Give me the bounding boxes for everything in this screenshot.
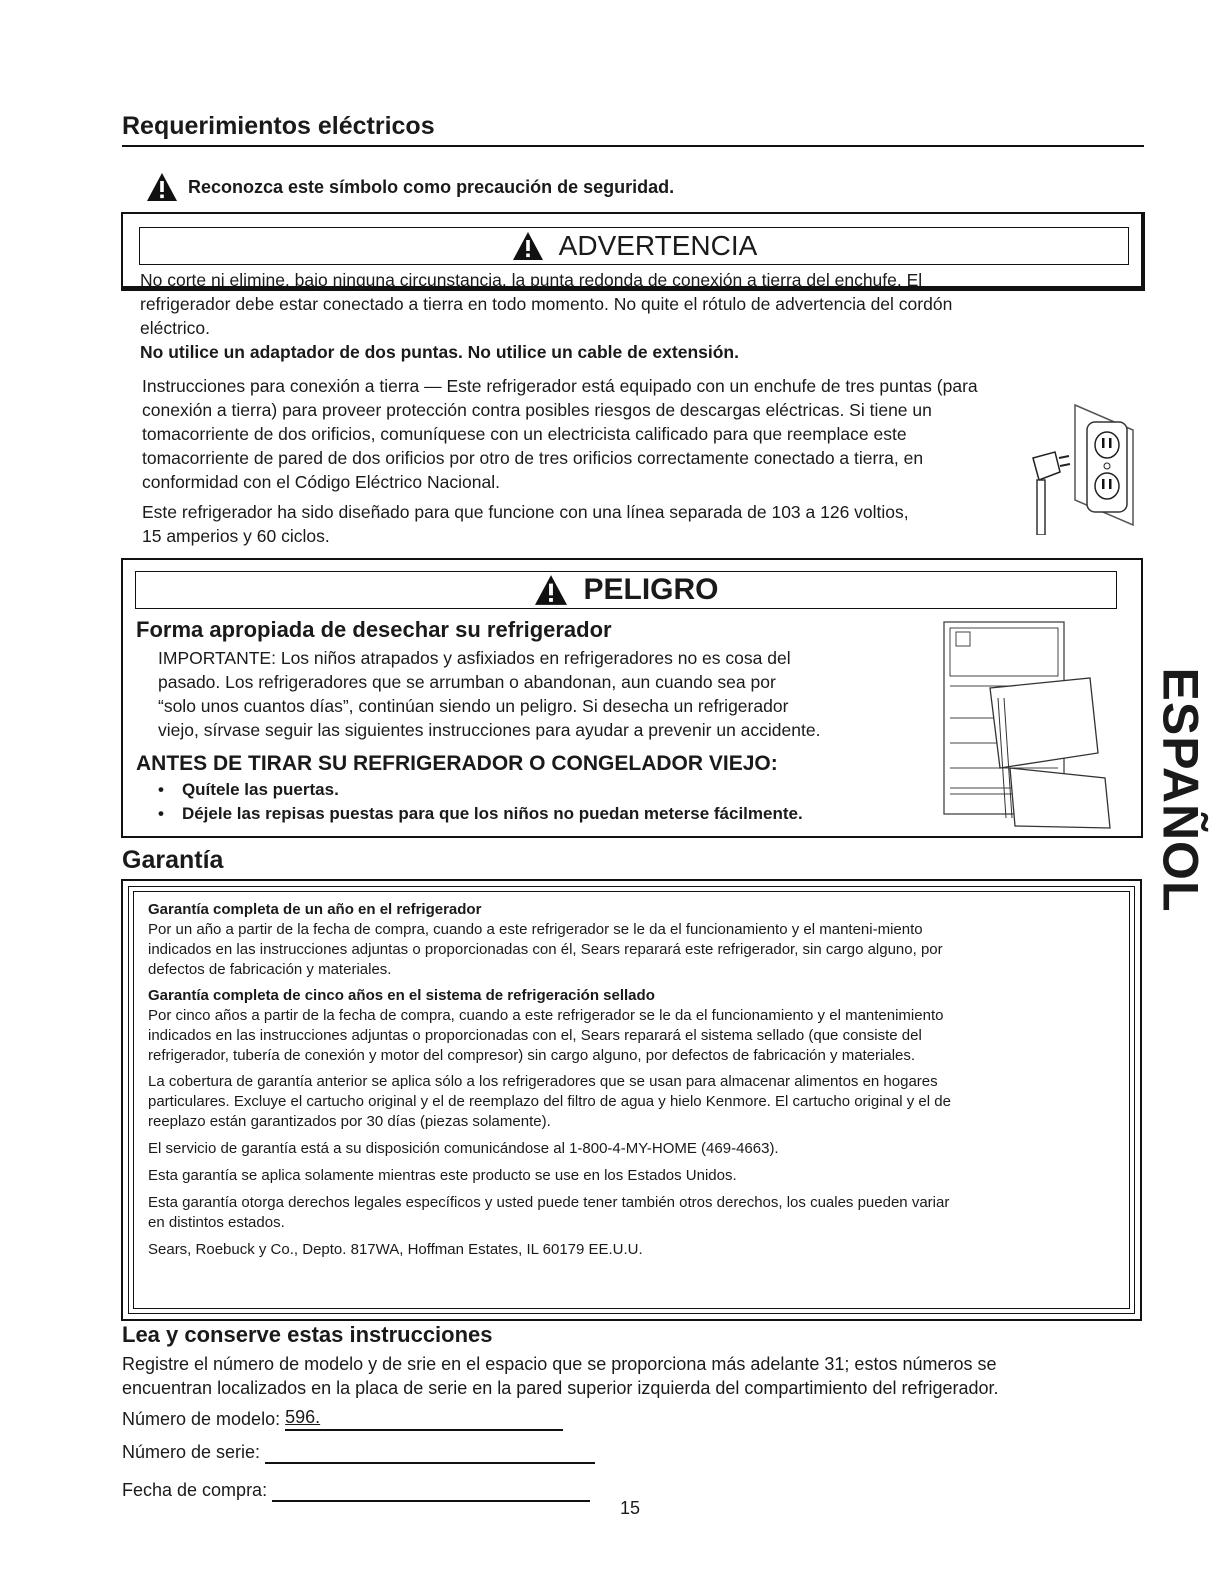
outlet-plug-illustration — [1025, 400, 1135, 535]
list-item: • Quítele las puertas. — [158, 780, 339, 799]
peligro-label: PELIGRO — [583, 573, 719, 606]
peligro-banner — [135, 571, 1117, 609]
advertencia-label: ADVERTENCIA — [558, 230, 758, 261]
warning-triangle-icon — [146, 172, 178, 202]
model-number-label: Número de modelo: — [122, 1409, 281, 1429]
serial-number-label: Número de serie: — [122, 1442, 261, 1462]
language-side-tab: ESPAÑOL — [1152, 667, 1208, 913]
purchase-date-label: Fecha de compra: — [122, 1480, 268, 1500]
peligro-text: IMPORTANTE: Los niños atrapados y asfixiados en refrigeradores no es cosa del pasado. Los refrigeradores que se arrumban o abandonan, aun cuando sea por “solo unos cuantos días”, continúan siendo un peligro. Si desecha un refrigerador viejo, sírvase seguir las siguientes instrucciones para ayudar a prevenir un accidente. — [158, 648, 821, 740]
lea-title: Lea y conserve estas instrucciones — [122, 1322, 493, 1347]
warning-triangle-icon — [533, 574, 569, 606]
lea-text: Registre el número de modelo y de srie en el espacio que se proporciona más adelante 31; estos números se encuentran localizados en la placa de serie en la pared superior izquierda del compartimiento del refrigerador. — [122, 1354, 999, 1398]
safety-symbol-line — [146, 172, 674, 202]
garantia-heading-2: Garantía completa de cinco años en el sistema de refrigeración sellado — [148, 987, 655, 1004]
grounding-text: Instrucciones para conexión a tierra — Este refrigerador está equipado con un enchufe de tres puntas (para conexión a tierra) para proveer protección contra posibles riesgos de descargas eléctricas. Si tiene un tomacorriente de dos orificios, comuníquese con un electricista calificado para que reemplace este tomacorriente de pared de dos orificios por otro de tres orificios correctamente conectado a tierra, en conformidad con el Código Eléctrico Nacional. Este refrigerador ha sido diseñado para que funcione con una línea separada de 103 a 126 voltios, 15 amperios y 60 ciclos. — [142, 376, 978, 546]
garantia-title: Garantía — [122, 846, 224, 874]
refrigerator-illustration — [940, 618, 1115, 833]
garantia-content: Garantía completa de un año en el refrigerador Por un año a partir de la fecha de compra, cuando a este refrigerador se le da el funcionamiento y el manteni-miento indicados en las instrucciones adjuntas o proporcionadas con él, Sears reparará este refrigerador, sin cargo alguno, por defectos de fabricación y materiales. Garantía completa de cinco años en el sistema de refrigeración sellado Por cinco años a partir de la fecha de compra, cuando a este refrigerador se le da el funcionamiento y el mantenimiento indicados en las instrucciones adjuntas o proporcionadas con el, Sears reparará el sistema sellado (que consiste del refrigerador, tubería de conexión y motor del compresor) sin cargo alguno, por defectos de fabricación y materiales. La cobertura de garantía anterior se aplica sólo a los refrigeradores que se usan para almacenar alimentos en hogares particulares. Excluye el cartucho original y el de reemplazo del filtro de agua y hielo Kenmore. El cartucho original y el de reeplazo están garantizados por 30 días (piezas solamente). El servicio de garantía está a su disposición comunicándose al 1-800-4-MY-HOME (469-4663). Esta garantía se aplica solamente mientras este producto se use en los Estados Unidos. Esta garantía otorga derechos legales específicos y usted puede tener también otros derechos, los cuales pueden variar en distintos estados. Sears, Roebuck y Co., Depto. 817WA, Hoffman Estates, IL 60179 EE.U.U. — [148, 900, 1118, 1260]
serial-number-field[interactable] — [122, 1440, 595, 1464]
model-number-value: 596. — [285, 1407, 321, 1427]
list-item: • Déjele las repisas puestas para que los niños no puedan meterse fácilmente. — [158, 804, 803, 823]
title-rule — [122, 145, 1144, 147]
advertencia-bold-line: No utilice un adaptador de dos puntas. No utilice un cable de extensión. — [140, 342, 739, 362]
peligro-subheading: ANTES DE TIRAR SU REFRIGERADOR O CONGELADOR VIEJO: — [136, 752, 778, 775]
page-number: 15 — [620, 1498, 641, 1518]
purchase-date-field[interactable] — [122, 1478, 590, 1502]
safety-symbol-text: Reconozca este símbolo como precaución de seguridad. — [188, 176, 675, 197]
peligro-bullets — [158, 778, 803, 826]
section-title: Requerimientos eléctricos — [122, 112, 435, 140]
advertencia-text: No corte ni elimine, bajo ninguna circunstancia, la punta redonda de conexión a tierra del enchufe. El refrigerador debe estar conectado a tierra en todo momento. No quite el rótulo de advertencia del cordón eléctrico. No utilice un adaptador de dos puntas. No utilice un cable de extensión. — [140, 268, 1135, 364]
peligro-heading: Forma apropiada de desechar su refrigerador — [136, 617, 612, 642]
model-number-field[interactable] — [122, 1405, 563, 1431]
garantia-heading-1: Garantía completa de un año en el refrigerador — [148, 901, 482, 918]
